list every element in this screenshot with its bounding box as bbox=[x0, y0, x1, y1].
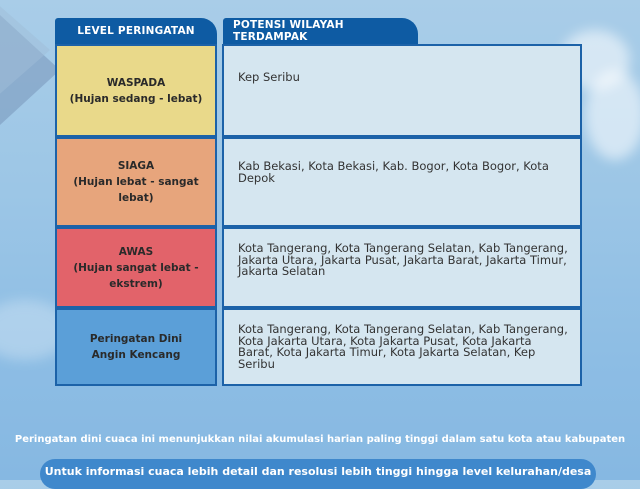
area-column-header: POTENSI WILAYAH TERDAMPAK bbox=[223, 18, 418, 44]
level-name: Peringatan Dini Angin Kencang bbox=[89, 333, 183, 361]
more-info-banner[interactable]: Untuk informasi cuaca lebih detail dan resolusi lebih tinggi hingga level kelurahan/desa bbox=[40, 459, 596, 489]
table-row-waspada bbox=[55, 44, 582, 137]
level-column-header: LEVEL PERINGATAN bbox=[55, 18, 217, 44]
area-cell: Kep Seribu bbox=[222, 44, 582, 137]
area-cell: Kota Tangerang, Kota Tangerang Selatan, Kab Tangerang, Kota Jakarta Utara, Kota Jakarta Pusat, Kota Jakarta Barat, Kota Jakarta Timur, Kota Jakarta Selatan, Kep Seribu bbox=[222, 308, 582, 386]
level-description: (Hujan sangat lebat - ekstrem) bbox=[73, 261, 199, 290]
background-cloud bbox=[585, 70, 640, 160]
level-cell bbox=[55, 227, 217, 308]
footnote: Peringatan dini cuaca ini menunjukkan nilai akumulasi harian paling tinggi dalam satu kota atau kabupaten bbox=[14, 434, 626, 445]
level-name: WASPADA bbox=[106, 76, 166, 89]
level-name: SIAGA bbox=[117, 160, 155, 172]
background-triangle-inner bbox=[0, 0, 50, 120]
table-row-angin-kencang bbox=[55, 308, 582, 386]
area-cell: Kab Bekasi, Kota Bekasi, Kab. Bogor, Kota Bogor, Kota Depok bbox=[222, 137, 582, 227]
level-name: AWAS bbox=[118, 245, 154, 258]
level-description: (Hujan lebat - sangat lebat) bbox=[73, 176, 199, 204]
table-row-awas bbox=[55, 227, 582, 308]
level-description: (Hujan sedang - lebat) bbox=[69, 92, 203, 105]
area-cell: Kota Tangerang, Kota Tangerang Selatan, Kab Tangerang, Jakarta Utara, Jakarta Pusat, Jakarta Barat, Jakarta Timur, Jakarta Selatan bbox=[222, 227, 582, 308]
level-cell bbox=[55, 308, 217, 386]
table-row-siaga bbox=[55, 137, 582, 227]
level-cell bbox=[55, 137, 217, 227]
level-cell bbox=[55, 44, 217, 137]
